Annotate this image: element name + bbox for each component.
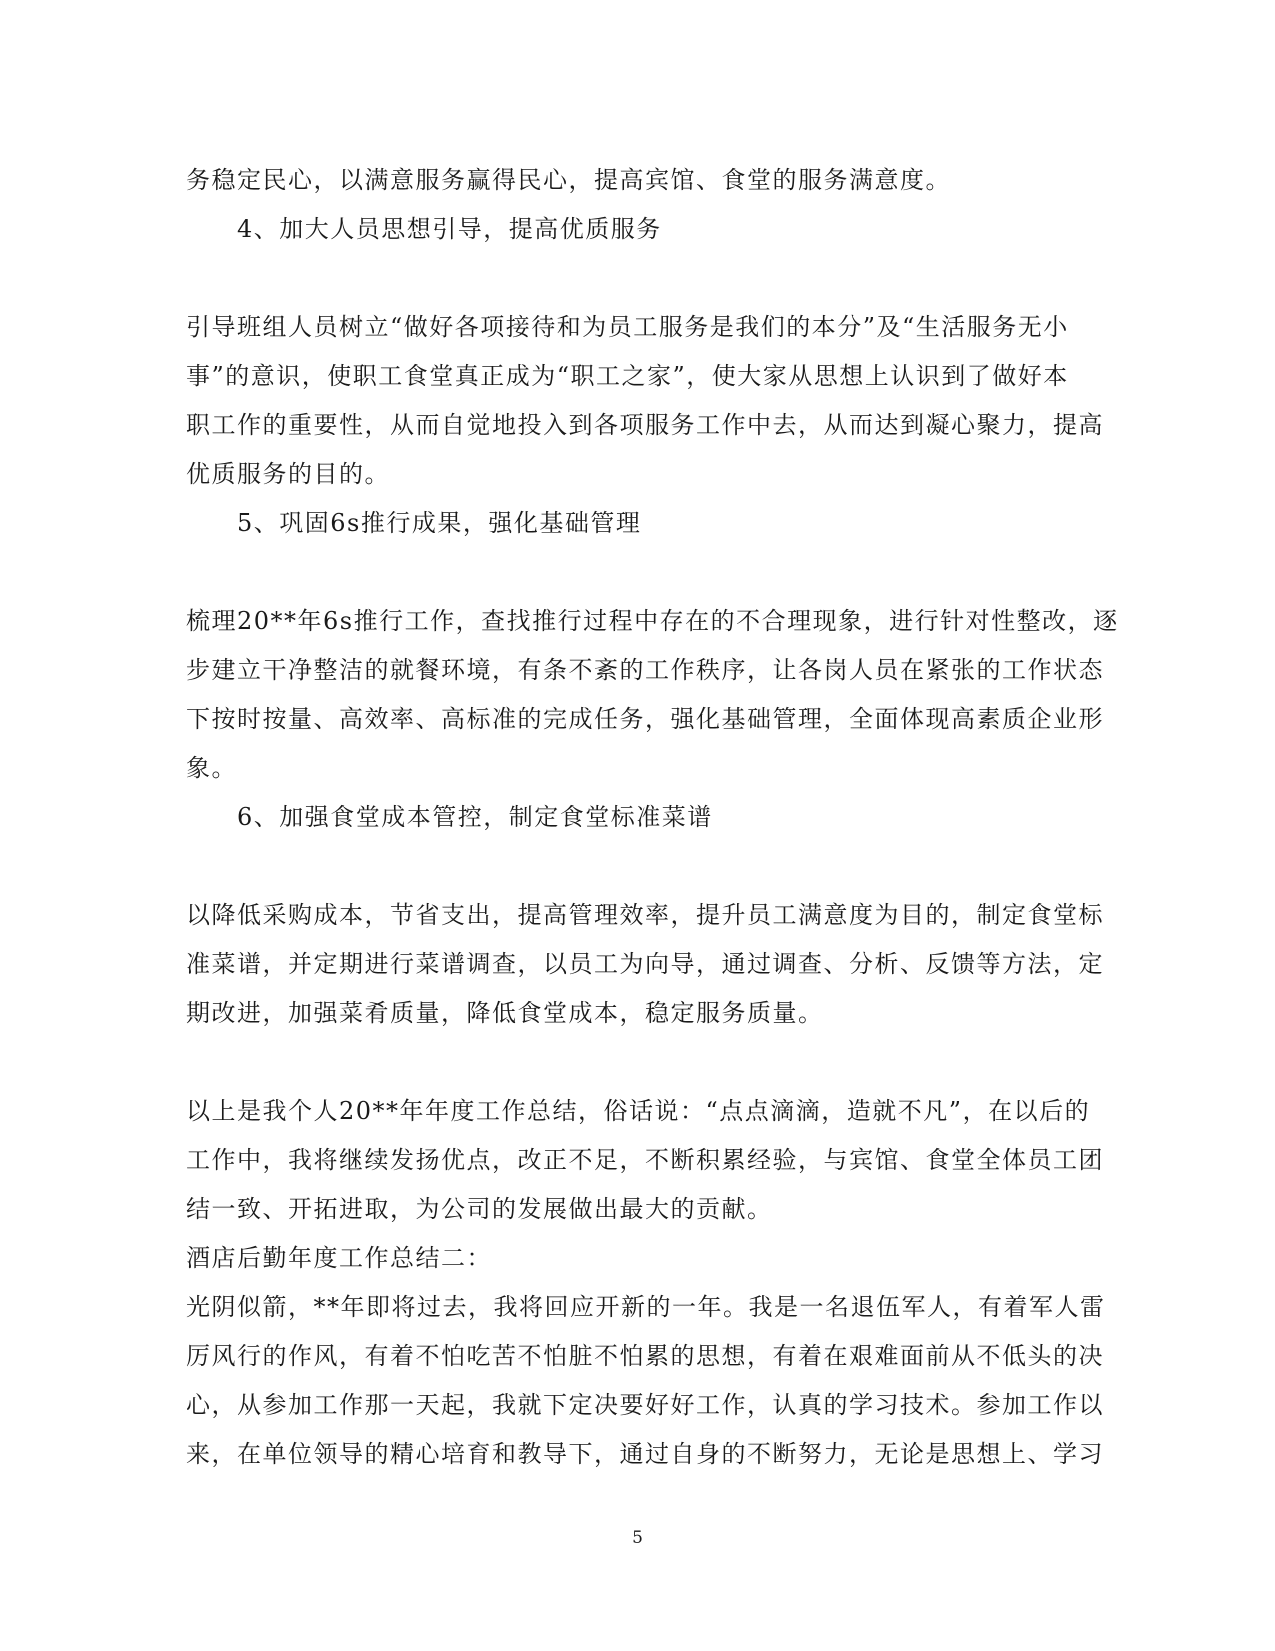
section-heading-5: 5、巩固6s推行成果，强化基础管理 bbox=[237, 509, 642, 537]
text-line: 步建立干净整洁的就餐环境，有条不紊的工作秩序，让各岗人员在紧张的工作状态 bbox=[186, 656, 1104, 684]
text-line: 以上是我个人20**年年度工作总结，俗话说：“点点滴滴，造就不凡”，在以后的 bbox=[186, 1097, 1091, 1125]
paragraph-gap bbox=[186, 1038, 1091, 1087]
text-line: 准菜谱，并定期进行菜谱调查，以员工为向导，通过调查、分析、反馈等方法，定 bbox=[186, 950, 1104, 978]
paragraph-gap bbox=[186, 254, 1091, 303]
text-line: 心，从参加工作那一天起，我就下定决要好好工作，认真的学习技术。参加工作以 bbox=[186, 1391, 1104, 1419]
document-body bbox=[186, 156, 1119, 1479]
text-line: 来，在单位领导的精心培育和教导下，通过自身的不断努力，无论是思想上、学习 bbox=[186, 1440, 1104, 1468]
paragraph-6 bbox=[186, 891, 1104, 1038]
text-line: 厉风行的作风，有着不怕吃苦不怕脏不怕累的思想，有着在艰难面前从不低头的决 bbox=[186, 1342, 1104, 1370]
paragraph-gap bbox=[186, 548, 1091, 597]
section-heading-4: 4、加大人员思想引导，提高优质服务 bbox=[237, 215, 662, 243]
text-line: 光阴似箭，**年即将过去，我将回应开新的一年。我是一名退伍军人，有着军人雷 bbox=[186, 1293, 1106, 1321]
paragraph-continuation bbox=[186, 156, 1091, 205]
text-line: 象。 bbox=[186, 754, 237, 782]
text-line: 优质服务的目的。 bbox=[186, 460, 390, 488]
paragraph-summary bbox=[186, 1087, 1104, 1234]
paragraph-intro-2 bbox=[186, 1283, 1106, 1479]
paragraph-5 bbox=[186, 597, 1119, 793]
text-line: 职工作的重要性，从而自觉地投入到各项服务工作中去，从而达到凝心聚力，提高 bbox=[186, 411, 1104, 439]
paragraph-gap bbox=[186, 842, 1091, 891]
text-line: 工作中，我将继续发扬优点，改正不足，不断积累经验，与宾馆、食堂全体员工团 bbox=[186, 1146, 1104, 1174]
text-line: 结一致、开拓进取，为公司的发展做出最大的贡献。 bbox=[186, 1195, 773, 1223]
text-line: 以降低采购成本，节省支出，提高管理效率，提升员工满意度为目的，制定食堂标 bbox=[186, 901, 1104, 929]
text-line: 下按时按量、高效率、高标准的完成任务，强化基础管理，全面体现高素质企业形 bbox=[186, 705, 1104, 733]
section-title-2: 酒店后勤年度工作总结二： bbox=[186, 1244, 492, 1272]
text-line: 务稳定民心，以满意服务赢得民心，提高宾馆、食堂的服务满意度。 bbox=[186, 166, 951, 194]
page-number: 5 bbox=[632, 1528, 643, 1548]
text-line: 梳理20**年6s推行工作，查找推行过程中存在的不合理现象，进行针对性整改，逐 bbox=[186, 607, 1119, 635]
section-heading-6: 6、加强食堂成本管控，制定食堂标准菜谱 bbox=[237, 803, 713, 831]
text-line: 事”的意识，使职工食堂真正成为“职工之家”，使大家从思想上认识到了做好本 bbox=[186, 362, 1069, 390]
text-line: 期改进，加强菜肴质量，降低食堂成本，稳定服务质量。 bbox=[186, 999, 824, 1027]
paragraph-4 bbox=[186, 303, 1104, 499]
text-line: 引导班组人员树立“做好各项接待和为员工服务是我们的本分”及“生活服务无小 bbox=[186, 313, 1069, 341]
